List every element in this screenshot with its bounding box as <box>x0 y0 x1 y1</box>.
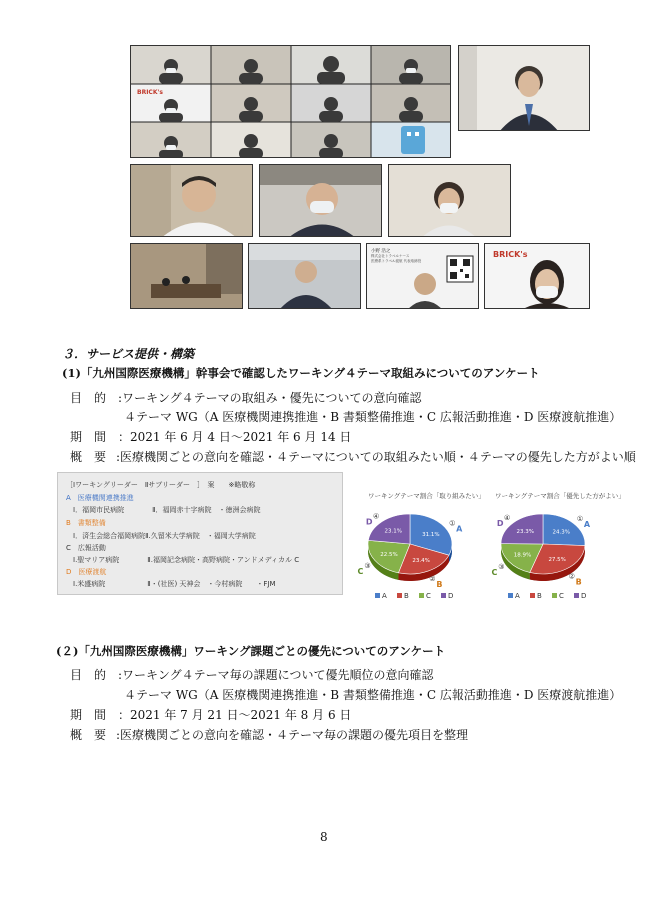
legend-label-A: A <box>382 592 387 600</box>
pie-value-label: 23.1% <box>384 528 403 535</box>
legend-swatch-B <box>530 593 535 598</box>
pie-value-label: 31.1% <box>422 531 440 538</box>
pie-rank-label: ① <box>576 514 584 523</box>
pie-category-letter: C <box>357 566 364 576</box>
legend-swatch-C <box>419 593 424 598</box>
legend-label-D: D <box>581 592 587 600</box>
item1-purpose-text: :ワーキング４テーマの取組み・優先についての意向確認 <box>118 391 422 405</box>
video-grid-image <box>131 46 451 158</box>
page-number: 8 <box>320 830 328 844</box>
wg-leader-table <box>57 472 343 595</box>
pie-value-label: 23.4% <box>412 558 430 565</box>
item2-summary-text: :医療機関ごとの意向を確認・４テーマ毎の課題の優先項目を整理 <box>116 728 469 742</box>
wg-row: Ⅰ.米盛病院 Ⅱ・(社医) 天神会 ・今村病院 ・FJM <box>66 580 276 588</box>
legend-label-B: B <box>404 592 409 600</box>
pie-category-letter: D <box>365 517 373 527</box>
item1-summary-label: 概 要 <box>70 450 107 464</box>
video-photo-3d <box>484 243 590 309</box>
pie-category-letter: A <box>456 524 463 534</box>
bricks-logo-small: BRICK's <box>137 89 163 96</box>
pie1-title: ワーキングテーマ割合「取り組みたい」 <box>368 492 485 500</box>
pie-chart-2 <box>488 500 613 605</box>
wg-row: Ⅰ．済生会総合福岡病院Ⅱ.久留米大学病院 ・福岡大学病院 <box>66 532 256 540</box>
pie-rank-label: ③ <box>498 563 505 572</box>
speaker-sub1: 株式会社トラベルナース <box>371 254 410 258</box>
item2-summary-label: 概 要 <box>70 728 107 742</box>
speaker-name: 小野 浩之 <box>371 249 391 254</box>
pie-value-label: 24.3% <box>552 529 571 536</box>
pie-value-label: 27.5% <box>548 556 566 563</box>
video-photo-3c <box>366 243 479 309</box>
legend-label-B: B <box>537 592 542 600</box>
section-heading: ３．サービス提供・構築 <box>62 347 195 361</box>
pie-rank-label: ① <box>449 519 456 528</box>
wg-table-header: ［Ⅰワーキングリーダー Ⅱサブリーダー ］ 案 ※略敬称 <box>66 481 256 489</box>
video-photo-2c <box>388 164 511 237</box>
item2-title: (２)「九州国際医療機構」ワーキング課題ごとの優先についてのアンケート <box>56 644 446 658</box>
pie-rank-label: ② <box>568 572 575 581</box>
legend-swatch-D <box>441 593 446 598</box>
item2-purpose-text: :ワーキング４テーマ毎の課題について優先順位の意向確認 <box>118 668 434 682</box>
legend-label-C: C <box>426 592 431 600</box>
item1-period-text: ：2021 年 6 月 4 日〜2021 年 6 月 14 日 <box>118 430 352 444</box>
pie-category-letter: B <box>575 577 582 587</box>
wg-row: C 広報活動 <box>66 544 106 552</box>
item2-purpose-label: 目 的 <box>70 668 107 682</box>
wg-row: Ⅰ.聖マリア病院 Ⅱ.福岡記念病院・高野病院・アンドメディカル C <box>66 556 300 564</box>
item1-themes-text: ４テーマ WG（A 医療機関連携推進・B 書類整備推進・C 広報活動推進・D 医療渡航推進） <box>124 410 622 424</box>
legend-label-A: A <box>515 592 520 600</box>
video-grid-photo <box>130 45 451 158</box>
pie-rank-label: ④ <box>504 513 511 522</box>
video-photo-2a <box>130 164 253 237</box>
pie-rank-label: ③ <box>364 561 371 570</box>
pie-value-label: 22.5% <box>380 551 398 558</box>
video-photo-2b <box>259 164 382 237</box>
pie-rank-label: ② <box>429 575 436 584</box>
legend-swatch-B <box>397 593 402 598</box>
wg-row: A 医療機関連携推進 <box>66 494 134 502</box>
wg-row: B 書類整備 <box>66 519 106 527</box>
video-photo-large <box>458 45 590 131</box>
legend-label-D: D <box>448 592 454 600</box>
item2-period-label: 期 間 <box>70 708 107 722</box>
video-photo-3a <box>130 243 243 309</box>
pie-value-label: 23.3% <box>516 529 535 536</box>
pie-category-letter: B <box>436 580 443 590</box>
pie-category-letter: C <box>491 568 498 578</box>
item2-period-text: ：2021 年 7 月 21 日〜2021 年 8 月 6 日 <box>118 708 352 722</box>
item1-title: (1)「九州国際医療機構」幹事会で確認したワーキング４テーマ取組みについてのアンケート <box>62 366 540 380</box>
item1-period-label: 期 間 <box>70 430 107 444</box>
pie-chart-1 <box>355 500 480 605</box>
pie-rank-label: ④ <box>373 512 380 521</box>
item1-purpose-label: 目 的 <box>70 391 107 405</box>
legend-swatch-D <box>574 593 579 598</box>
wg-row: D 医療渡航 <box>66 568 107 576</box>
legend-swatch-A <box>508 593 513 598</box>
legend-swatch-C <box>552 593 557 598</box>
pie2-title: ワーキングテーマ割合「優先した方がよい」 <box>495 492 625 500</box>
item1-summary-text: :医療機関ごとの意向を確認・４テーマについての取組みたい順・４テーマの優先した方がよい順 <box>116 450 636 464</box>
speaker-sub2: 医療系トラベル渡航 代表取締役 <box>371 259 422 263</box>
item2-themes-text: ４テーマ WG（A 医療機関連携推進・B 書類整備推進・C 広報活動推進・D 医療渡航推進） <box>124 688 622 702</box>
pie-category-letter: D <box>496 518 504 528</box>
legend-label-C: C <box>559 592 564 600</box>
legend-swatch-A <box>375 593 380 598</box>
pie-value-label: 18.9% <box>513 552 532 559</box>
bricks-logo: BRICK's <box>493 250 528 259</box>
wg-row: Ⅰ．福岡市民病院 Ⅱ．福岡赤十字病院 ・徳洲会病院 <box>66 506 261 514</box>
video-photo-3b <box>248 243 361 309</box>
pie-category-letter: A <box>583 519 591 529</box>
